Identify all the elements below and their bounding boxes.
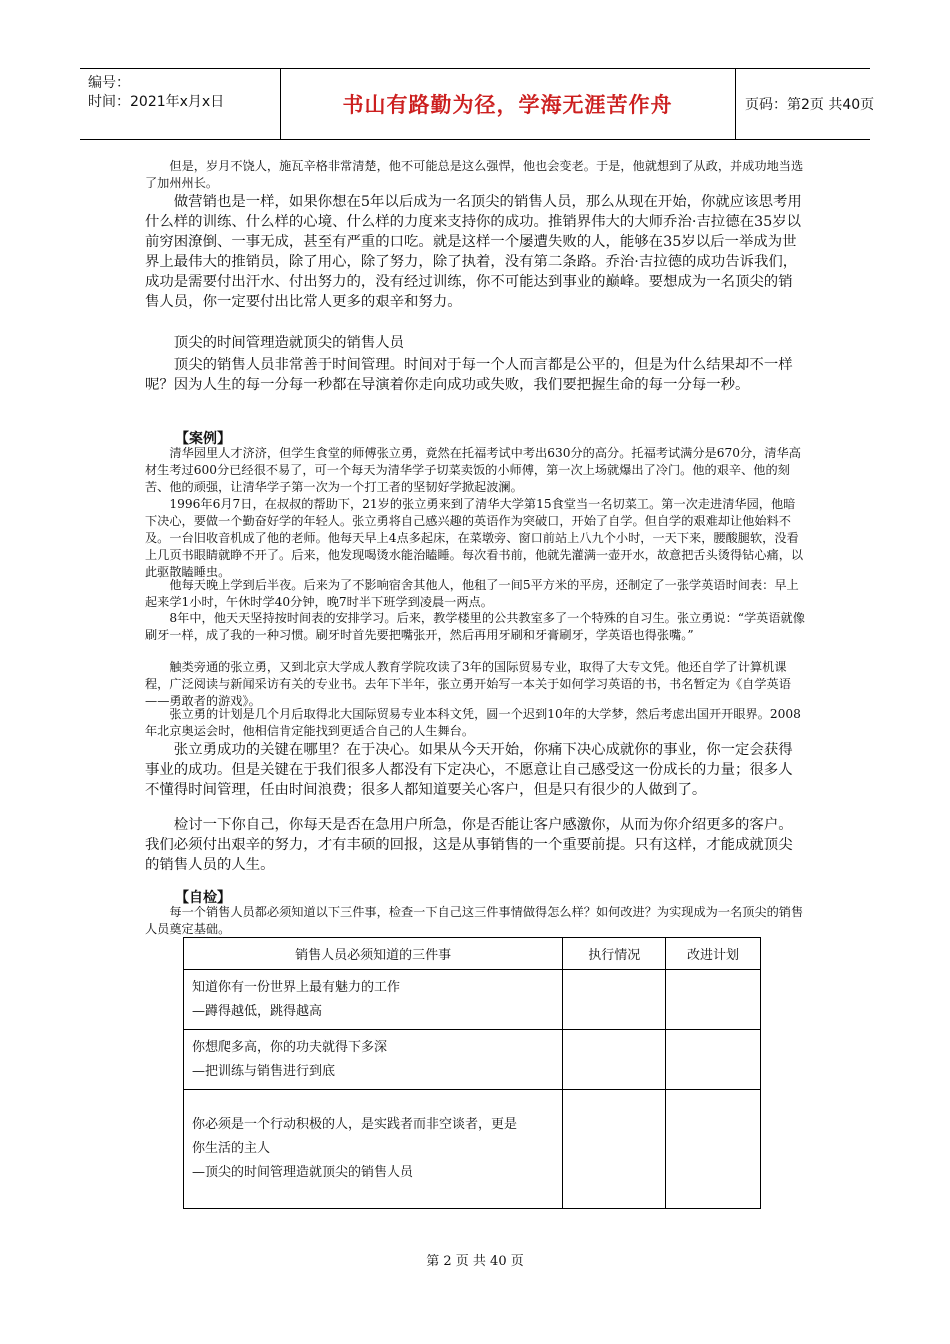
paragraph-self-review: 检讨一下你自己，你每天是否在急用户所急，你是否能让客户感激你，从而为你介绍更多的客户。我们必须付出艰辛的努力，才有丰硕的回报，这是从事销售的一个重要前提。只有这样，才能成就顶尖的销售人员的人生。 bbox=[145, 817, 793, 873]
section-heading: 顶尖的时间管理造就顶尖的销售人员 bbox=[173, 335, 405, 351]
table-header-row bbox=[184, 938, 761, 970]
paragraph-marketing: 做营销也是一样，如果你想在5年以后成为一名顶尖的销售人员，那么从现在开始，你就应该思考用什么样的训练、什么样的心境、什么样的力度来支持你的成功。推销界伟大的大师乔治·吉拉德在35岁以前穷困潦倒、一事无成，甚至有严重的口吃。就是这样一个屡遭失败的人，能够在35岁以后一举成为世界上最伟大的推销员，除了用心，除了努力，除了执着，没有第二条路。乔治·吉拉德的成功告诉我们，成功是需要付出汗水、付出努力的，没有经过训练，你不可能达到事业的巅峰。要想成为一名顶尖的销售人员，你一定要付出比常人更多的艰辛和努力。 bbox=[145, 194, 802, 310]
table-row bbox=[184, 970, 761, 1030]
item-text-cont: 你生活的主人 bbox=[192, 1141, 271, 1156]
self-check-label: 【自检】 bbox=[175, 890, 231, 906]
header-motto: 书山有路勤为径，学海无涯苦作舟 bbox=[342, 93, 673, 117]
header-page-info: 页码：第2页 共40页 bbox=[745, 97, 875, 113]
table-header-cell: 执行情况 bbox=[563, 938, 666, 970]
case-paragraph-4: 8年中，他天天坚持按时间表的安排学习。后来，教学楼里的公共教室多了一个特殊的自习生。张立勇说：“学英语就像刷牙一样，成了我的一种习惯。刷牙时首先要把嘴张开，然后再用牙刷和牙膏刷牙，学英语也得张嘴。” bbox=[145, 611, 805, 642]
item-subtext: —把训练与销售进行到底 bbox=[192, 1063, 336, 1079]
table-cell-improvement[interactable] bbox=[666, 1090, 761, 1209]
doc-date: 时间：2021年x月x日 bbox=[88, 94, 225, 110]
item-subtext: —蹲得越低，跳得越高 bbox=[192, 1003, 323, 1019]
self-check-table bbox=[183, 937, 761, 1209]
table-cell-improvement[interactable] bbox=[666, 970, 761, 1030]
table-cell-item bbox=[184, 970, 563, 1030]
table-cell-execution[interactable] bbox=[563, 1030, 666, 1090]
table-cell-improvement[interactable] bbox=[666, 1030, 761, 1090]
case-paragraph-5: 触类旁通的张立勇，又到北京大学成人教育学院攻读了3年的国际贸易专业，取得了大专文凭。他还自学了计算机课程，广泛阅读与新闻采访有关的专业书。去年下半年，张立勇开始写一本关于如何学习英语的书，书名暂定为《自学英语——勇敢者的游戏》。 bbox=[145, 660, 791, 708]
case-paragraph-1: 清华园里人才济济，但学生食堂的师傅张立勇，竟然在托福考试中考出630分的高分。托福考试满分是670分，清华高材生考过600分已经很不易了，可一个每天为清华学子切菜卖饭的小师傅，第一次上场就爆出了冷门。他的艰辛、他的刻苦、他的顽强，让清华学子第一次为一个打工者的坚韧好学掀起波澜。 bbox=[145, 446, 801, 494]
page-footer: 第 2 页 共 40 页 bbox=[426, 1254, 524, 1269]
case-paragraph-6: 张立勇的计划是几个月后取得北大国际贸易专业本科文凭，圆一个迟到10年的大学梦，然后考虑出国开开眼界。2008年北京奥运会时，他相信肯定能找到更适合自己的人生舞台。 bbox=[145, 707, 801, 738]
table-cell-item bbox=[184, 1090, 563, 1209]
header-meta bbox=[80, 69, 281, 139]
doc-code-label: 编号： bbox=[88, 75, 130, 91]
paragraph-time-management: 顶尖的销售人员非常善于时间管理。时间对于每一个人而言都是公平的，但是为什么结果却不一样呢？因为人生的每一分每一秒都在导演着你走向成功或失败，我们要把握生命的每一分每一秒。 bbox=[145, 357, 793, 393]
case-paragraph-2: 1996年6月7日，在叔叔的帮助下，21岁的张立勇来到了清华大学第15食堂当一名切菜工。第一次走进清华园，他暗下决心，要做一个勤奋好学的年轻人。张立勇将自己感兴趣的英语作为突破口，开始了自学。但自学的艰难却让他始料不及。一台旧收音机成了他的老师。他每天早上4点多起床，在菜墩旁、窗口前站上八九个小时，一天下来，腰酸腿软，没看上几页书眼睛就睁不开了。后来，他发现喝烫水能治瞌睡。每次看书前，他就先灌满一壶开水，故意把舌头烫得钻心痛，以此驱散瞌睡虫。 bbox=[145, 497, 804, 579]
paragraph-intro: 但是，岁月不饶人，施瓦辛格非常清楚，他不可能总是这么强悍，他也会变老。于是，他就想到了从政，并成功地当选了加州州长。 bbox=[145, 159, 804, 190]
item-text: 你想爬多高，你的功夫就得下多深 bbox=[192, 1039, 388, 1055]
item-text: 知道你有一份世界上最有魅力的工作 bbox=[192, 979, 401, 995]
header-motto-cell bbox=[280, 69, 736, 139]
table-cell-execution[interactable] bbox=[563, 1090, 666, 1209]
table-cell-item bbox=[184, 1030, 563, 1090]
paragraph-key-to-success: 张立勇成功的关键在哪里？在于决心。如果从今天开始，你痛下决心成就你的事业，你一定会获得事业的成功。但是关键在于我们很多人都没有下定决心，不愿意让自己感受这一份成长的力量；很多人不懂得时间管理，任由时间浪费；很多人都知道要关心客户，但是只有很少的人做到了。 bbox=[145, 742, 793, 798]
self-check-intro: 每一个销售人员都必须知道以下三件事，检查一下自己这三件事情做得怎么样？如何改进？为实现成为一名顶尖的销售人员奠定基础。 bbox=[145, 905, 804, 936]
case-paragraph-3: 他每天晚上学到后半夜。后来为了不影响宿舍其他人，他租了一间5平方米的平房，还制定了一张学英语时间表：早上起来学1小时，午休时学40分钟，晚7时半下班学到凌晨一两点。 bbox=[145, 578, 799, 609]
case-label: 【案例】 bbox=[175, 431, 231, 447]
table-cell-execution[interactable] bbox=[563, 970, 666, 1030]
page-header bbox=[80, 68, 875, 140]
table-row bbox=[184, 1090, 761, 1209]
item-text: 你必须是一个行动积极的人，是实践者而非空谈者，更是 bbox=[192, 1117, 518, 1132]
table-header-cell: 销售人员必须知道的三件事 bbox=[184, 938, 563, 970]
table-row bbox=[184, 1030, 761, 1090]
item-subtext: —顶尖的时间管理造就顶尖的销售人员 bbox=[192, 1165, 414, 1180]
table-header-cell: 改进计划 bbox=[666, 938, 761, 970]
